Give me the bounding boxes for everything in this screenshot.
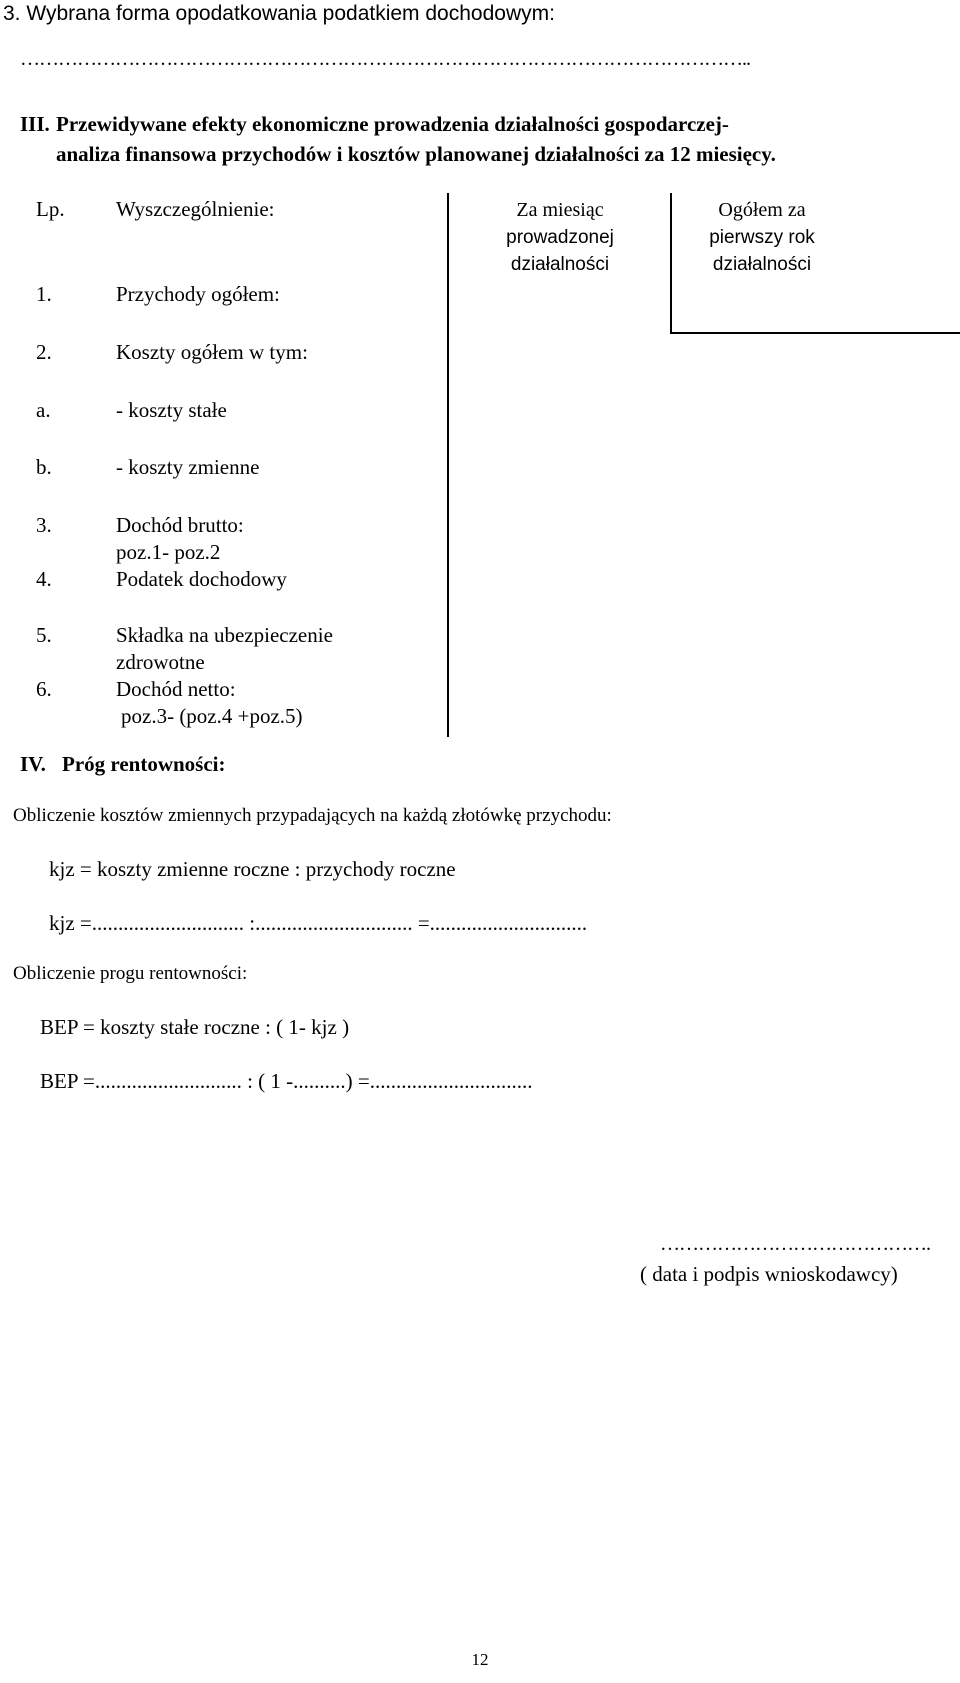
bep-intro: Obliczenie progu rentowności: [13,963,248,984]
row-number: 5. [36,623,52,647]
kjz-formula: kjz = koszty zmienne roczne : przychody roczne [49,857,456,881]
bep-fill: BEP =............................ : ( 1 -..........) =............................... [40,1069,533,1093]
header-item: Wyszczególnienie: [116,197,275,221]
row-number: a. [36,398,51,422]
row-number: 4. [36,567,52,591]
signature-caption: ( data i podpis wnioskodawcy) [640,1262,898,1286]
header-month [449,197,671,278]
row-number: 2. [36,340,52,364]
table-cell-border [670,332,960,334]
row-label: Dochód netto: [116,677,236,701]
row-sublabel: zdrowotne [116,650,205,674]
page-number: 12 [471,1650,489,1669]
row-number: 3. [36,513,52,537]
header-month-line: Za miesiąc [516,199,604,221]
row-label: - koszty stałe [116,398,227,422]
row-number: 6. [36,677,52,701]
header-month-line: prowadzonej [506,227,614,248]
bep-formula: BEP = koszty stałe roczne : ( 1- kjz ) [40,1015,350,1039]
header-year-line: działalności [712,254,812,275]
section3-dots: …………………………………………………………………………………………………….. [20,48,750,70]
section-iii-title-line1: Przewidywane efekty ekonomiczne prowadzenia działalności gospodarczej- [56,112,729,136]
row-label: Podatek dochodowy [116,567,287,591]
header-lp: Lp. [36,197,65,221]
kjz-intro: Obliczenie kosztów zmiennych przypadających na każdą złotówkę przychodu: [13,805,612,826]
header-year-line: pierwszy rok [709,227,815,248]
row-label: Przychody ogółem: [116,282,280,306]
row-label: - koszty zmienne [116,455,260,479]
section-iv-title: Próg rentowności: [62,752,226,776]
kjz-fill: kjz =............................. :.............................. =.............................. [49,911,588,935]
row-sublabel: poz.1- poz.2 [116,540,221,564]
row-number: b. [36,455,52,479]
section-iii-number: III. [20,112,50,136]
header-year-line: Ogółem za [718,199,806,221]
section-iv-number: IV. [20,752,46,776]
row-number: 1. [36,282,52,306]
header-month-line: działalności [510,254,610,275]
signature-dots: ……………………………………. [660,1233,930,1255]
row-sublabel: poz.3- (poz.4 +poz.5) [121,704,303,728]
header-year [672,197,852,278]
row-label: Koszty ogółem w tym: [116,340,308,364]
section3-heading: 3. Wybrana forma opodatkowania podatkiem dochodowym: [3,2,555,25]
row-label: Składka na ubezpieczenie [116,623,333,647]
row-label: Dochód brutto: [116,513,244,537]
section-iii-title-line2: analiza finansowa przychodów i kosztów planowanej działalności za 12 miesięcy. [56,142,776,166]
